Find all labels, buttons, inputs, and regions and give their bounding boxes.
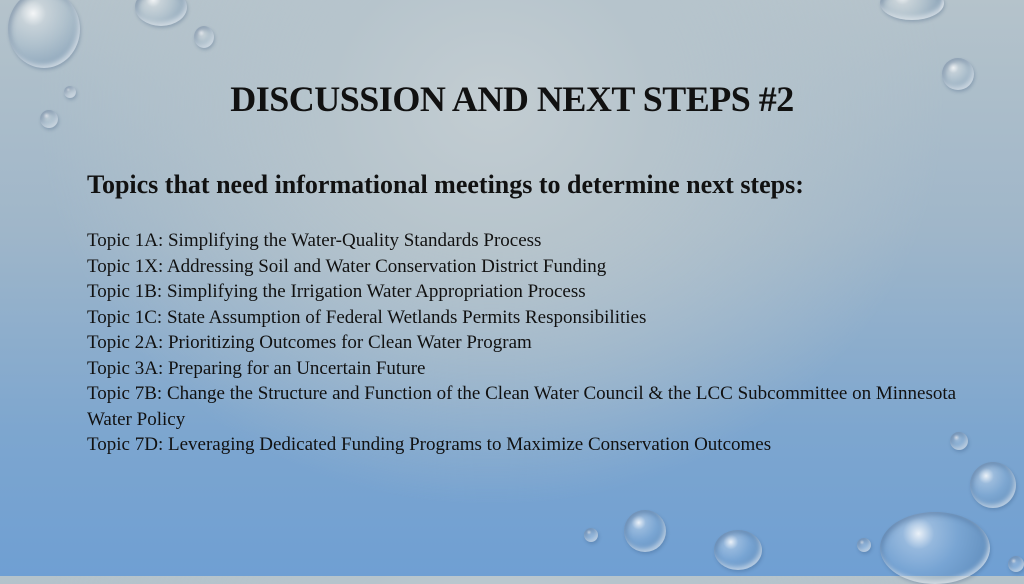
water-drop-decoration: [1008, 556, 1024, 572]
topic-item: Topic 3A: Preparing for an Uncertain Future: [87, 357, 426, 379]
water-drop-decoration: [584, 528, 598, 542]
topic-item: Topic 1B: Simplifying the Irrigation Water Appropriation Process: [87, 281, 586, 302]
topic-item: Topic 7D: Leveraging Dedicated Funding Programs to Maximize Conservation Outcomes: [87, 434, 772, 455]
water-drop-decoration: [624, 510, 666, 552]
water-drop-decoration: [857, 538, 871, 552]
water-drop-decoration: [880, 512, 990, 584]
water-drop-decoration: [194, 26, 214, 48]
topic-item: Topic 1A: Simplifying the Water-Quality Standards Process: [87, 230, 542, 251]
topic-list: [87, 228, 967, 458]
water-drop-decoration: [714, 530, 762, 570]
topic-item: Topic 2A: Prioritizing Outcomes for Clean Water Program: [87, 332, 532, 353]
topic-item: Topic 7B: Change the Structure and Function of the Clean Water Council & the LCC Subcommittee on Minnesota Water Policy: [87, 383, 957, 430]
water-drop-decoration: [8, 0, 80, 68]
topic-item: Topic 1C: State Assumption of Federal Wetlands Permits Responsibilities: [87, 306, 647, 328]
slide-subtitle: Topics that need informational meetings to determine next steps:: [87, 170, 804, 199]
topic-item: Topic 1X: Addressing Soil and Water Conservation District Funding: [87, 255, 607, 277]
water-drop-decoration: [970, 462, 1016, 508]
water-drop-decoration: [880, 0, 944, 20]
water-drop-decoration: [135, 0, 187, 26]
slide-title: DISCUSSION AND NEXT STEPS #2: [230, 79, 794, 119]
